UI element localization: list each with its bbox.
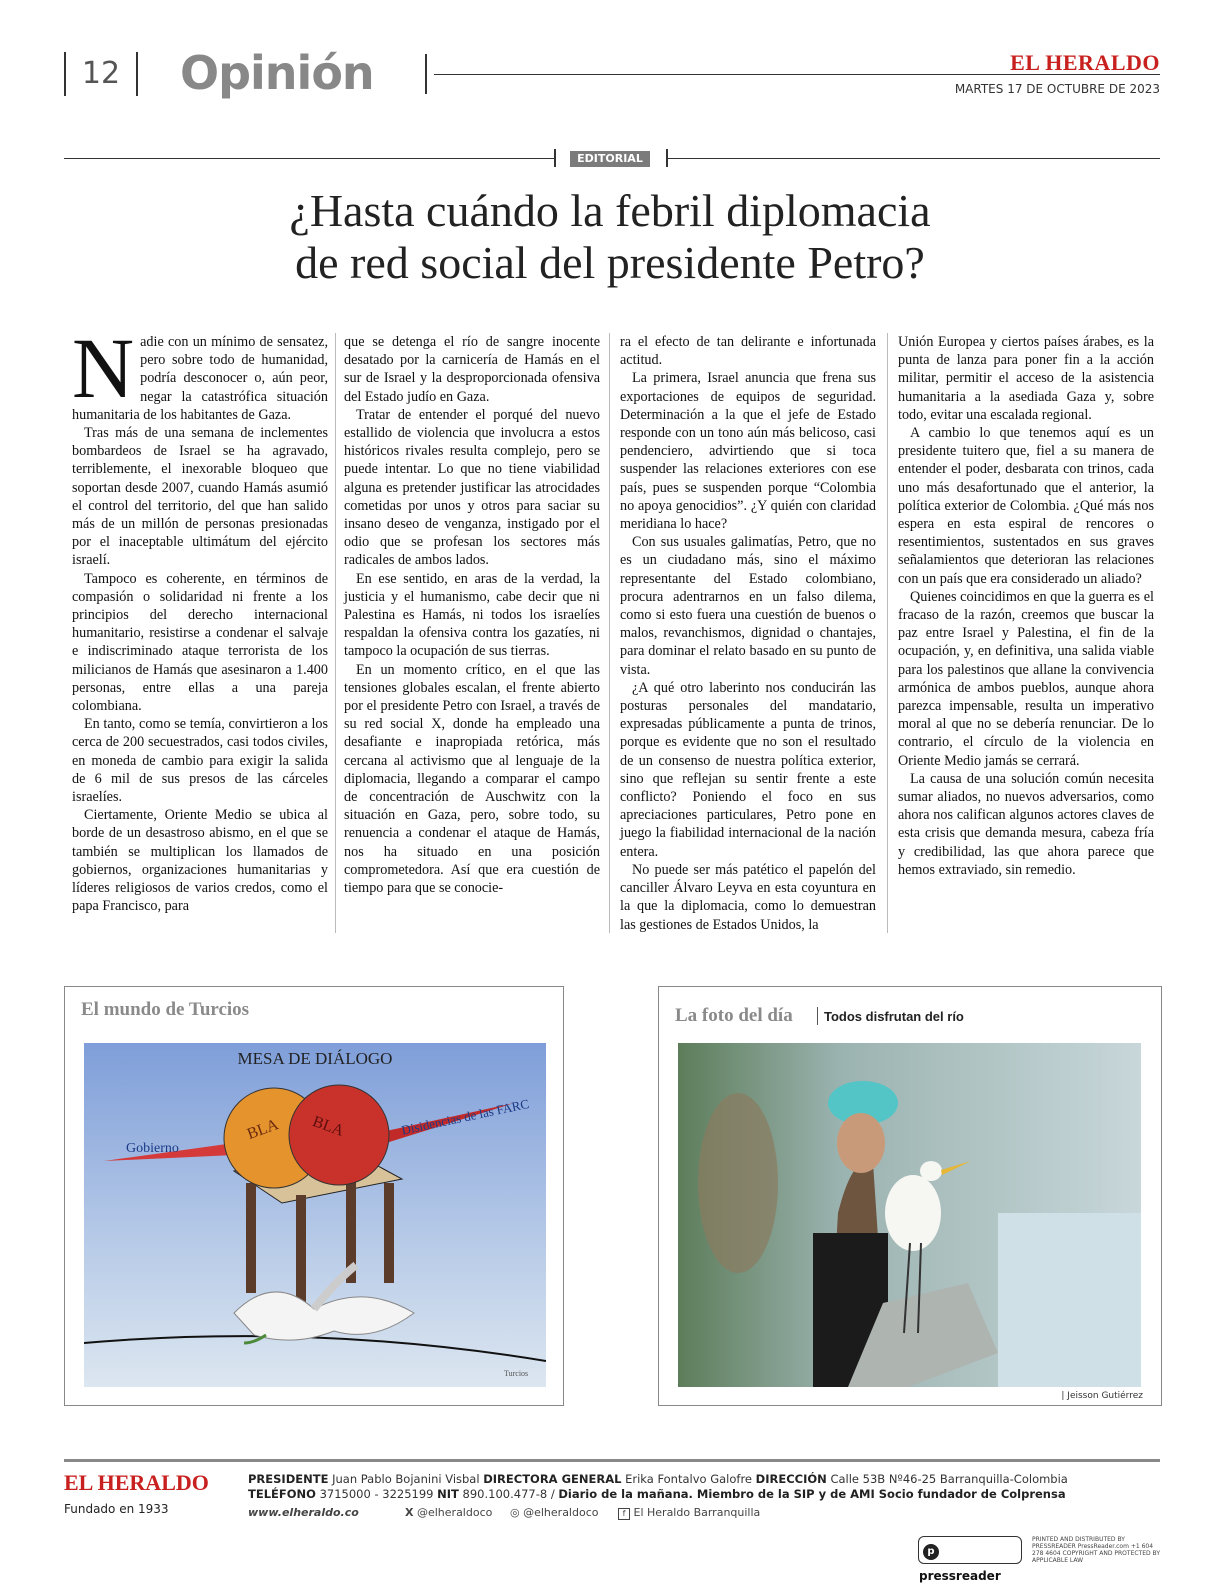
cartoon-caption: MESA DE DIÁLOGO — [237, 1049, 393, 1068]
instagram-link[interactable]: ◎ @elheraldoco — [510, 1506, 599, 1519]
cartoon-box — [64, 986, 564, 1406]
photo-box-title: La foto del día — [675, 1005, 793, 1026]
article-column-1: Nadie con un mínimo de sensatez, pero sobre todo de humanidad, podría desconocer o, aún peor, negar la catastrófica situación humanitaria de los habitantes de Gaza. Tras más de una semana de inclementes bombardeos de Israel se ha agravado, terriblemente, el inexorable bloqueo que soportan desde 2007, cuando Hamás asumió el control del territorio, del que han salido más de un millón de personas presionadas por el inaceptable ultimátum del ejército israelí. Tampoco es coherente, en términos de compasión o solidaridad ni frente a los principios del derecho internacional humanitario, resistirse a condenar el salvaje e indiscriminado ataque terrorista de los milicianos de Hamás que asesinaron a 1.400 personas, entre ellas a una pareja colombiana. En tanto, como se temía, convirtieron a los cerca de 200 secuestrados, casi todos civiles, en moneda de cambio para exigir la salida de 6 mil de sus presos de las cárceles israelíes. Ciertamente, Oriente Medio se ubica al borde de un desastroso abismo, en el que se también se multiplican los llamados de gobiernos, organizaciones humanitarias y líderes religiosos de varios credos, como el papa Francisco, para — [72, 320, 328, 915]
column-divider — [335, 333, 336, 933]
facebook-icon: f — [618, 1508, 630, 1520]
x-icon: X — [405, 1506, 414, 1519]
cartoon-box-title: El mundo de Turcios — [81, 999, 250, 1020]
publication-date: MARTES 17 DE OCTUBRE DE 2023 — [954, 82, 1160, 96]
facebook-link[interactable]: f El Heraldo Barranquilla — [618, 1506, 760, 1520]
photo-image[interactable] — [678, 1043, 1141, 1387]
footer-rule — [64, 1459, 1160, 1462]
instagram-icon: ◎ — [510, 1506, 520, 1519]
cartoon-label-left: Gobierno — [126, 1141, 179, 1156]
photo-title-divider — [817, 1007, 818, 1025]
editorial-headline: ¿Hasta cuándo la febril diplomacia de red social del presidente Petro? — [289, 185, 931, 288]
editorial-rule-left — [64, 158, 554, 159]
photo-credit: | Jeisson Gutiérrez — [1061, 1391, 1143, 1401]
masthead-line-1: PRESIDENTE Juan Pablo Bojanini Visbal DIRECTORA GENERAL Erika Fontalvo Galofre DIRECCIÓN Calle 53B Nº46-25 Barranquilla-Colombia — [248, 1472, 1068, 1486]
cartoon-signature: Turcios — [504, 1369, 529, 1378]
founded-note: Fundado en 1933 — [64, 1502, 169, 1516]
x-link[interactable]: X @elheraldoco — [405, 1506, 493, 1519]
website-link[interactable]: www.elheraldo.co — [248, 1506, 359, 1519]
editorial-tick-left — [554, 149, 556, 167]
cartoon-bubble-left: BLA — [244, 1116, 281, 1143]
section-title: Opinión — [180, 46, 374, 100]
header-divider — [425, 54, 427, 94]
column-divider — [609, 333, 610, 933]
article-column-3: ra el efecto de tan delirante e infortunada actitud. La primera, Israel anuncia que frena sus exportaciones de equipos de seguridad. Determinación a la que el jefe de Estado responde con un tono aún más belicoso, casi pendenciero, advirtiendo que si toca suspender las relaciones exteriores con ese país, pues se suspenden porque “Colombia no apoya genocidios”. ¿Y quién con claridad meridiana lo hace? Con sus usuales galimatías, Petro, que no es un ciudadano más, sino el máximo representante del Estado colombiano, procura adentrarnos en un falso dilema, como si esto fuera una cuestión de buenos o malos, revanchismos, dignidad o chantajes, para dominar el relato basado en su punto de vista. ¿A qué otro laberinto nos conducirán las posturas personales del mandatario, expresadas públicamente a punta de trinos, porque es evidente que no son el resultado de un consenso de nuestra política exterior, sino que reflejan su sentir frente a este conflicto? Poniendo el foco en sus apreciaciones particulares, Petro pone en juego la fiabilidad internacional de la nación entera. No puede ser más patético el papelón del canciller Álvaro Leyva en esta coyuntura en la que la diplomacia, como lo demuestran las gestiones de Estados Unidos, la — [620, 334, 876, 933]
drop-cap: N — [72, 320, 135, 416]
article-column-4: Unión Europea y ciertos países árabes, es la punta de lanza para poner fin a la acción militar, permitir el acceso de la asistencia humanitaria a la asediada Gaza y, sobre todo, evitar una escalada regional. A cambio lo que tenemos aquí es un presidente tuitero que, fiel a su manera de entender el poder, desbarata con trinos, cada uno más desafortunado que el anterior, la política exterior de Colombia. ¿Qué más nos espera en esta espiral de rencores o resentimientos, sustentados en sus graves señalamientos que deterioran las relaciones con un país que era considerado un aliado? Quienes coincidimos en que la guerra es el fracaso de la razón, creemos que buscar la paz entre Israel y Palestina, el fin de la ocupación, y, en definitiva, una salida viable para los palestinos que allane la convivencia armónica de ambos pueblos, aunque ahora parezca impensable, resulta un imperativo moral al que no se debería renunciar. De lo contrario, el círculo de la violencia en Oriente Medio jamás se cerrará. La causa de una solución común necesita sumar aliados, no nuevos adversarios, como ahora nos califican algunos actores claves de esta crisis que demanda mesura, cabeza fría y credibilidad, las que ahora parece que hemos extraviado, sin remedio. — [898, 334, 1154, 878]
footer-logo[interactable]: EL HERALDO — [64, 1470, 209, 1495]
cartoon-bubble-right: BLA — [310, 1113, 347, 1140]
cartoon-label-right: Disidencias de las FARC — [400, 1095, 531, 1138]
pressreader-note: PRINTED AND DISTRIBUTED BY PRESSREADER PressReader.com +1 604 278 4604 COPYRIGHT AND PROTECTED BY APPLICABLE LAW — [1032, 1536, 1160, 1564]
article-column-2: que se detenga el río de sangre inocente desatado por la carnicería de Hamás en el sur de Israel y la desproporcionada ofensiva del Estado judío en Gaza. Tratar de entender el porqué del nuevo estallido de violencia que involucra a estos históricos rivales resulta complejo, pero se puede intentar. Lo que no tiene viabilidad alguna es pretender justificar las atrocidades cometidas por unos y otros para saciar su insano deseo de venganza, instigado por el odio que se profesan los sectores más radicales de ambos lados. En ese sentido, en aras de la verdad, la justicia y el humanismo, cabe decir que ni Palestina es Hamás, ni todos los israelíes respaldan la ofensiva contra los gazatíes, ni tampoco la ocupación de sus tierras. En un momento crítico, en el que las tensiones globales escalan, el frente abierto por el presidente Petro con Israel, a través de su red social X, donde ha empleado una desafiante e inapropiada retórica, más cercana al activismo que al lenguaje de la diplomacia, llegando a comparar el campo de concentración de Auschwitz con la situación en Gaza, pero, sobre todo, su renuencia a condenar el ataque de Hamás, nos ha situado en una posición comprometedora. Así que era cuestión de tiempo para que se conocie- — [344, 334, 600, 897]
editorial-rule-right — [668, 158, 1160, 159]
editorial-tag: EDITORIAL — [570, 151, 650, 167]
photo-subtitle: Todos disfrutan del río — [824, 1009, 964, 1024]
page-number: 12 — [64, 52, 138, 96]
cartoon-illustration[interactable] — [84, 1043, 546, 1387]
masthead-line-2: TELÉFONO 3715000 - 3225199 NIT 890.100.477-8 / Diario de la mañana. Miembro de la SIP y de AMI Socio fundador de Colprensa — [248, 1487, 1066, 1501]
newspaper-logo[interactable]: EL HERALDO — [1010, 50, 1160, 75]
column-divider — [887, 333, 888, 933]
pressreader-badge[interactable]: ppressreader — [918, 1536, 1022, 1564]
photo-box — [658, 986, 1162, 1406]
pressreader-icon: p — [923, 1544, 939, 1560]
